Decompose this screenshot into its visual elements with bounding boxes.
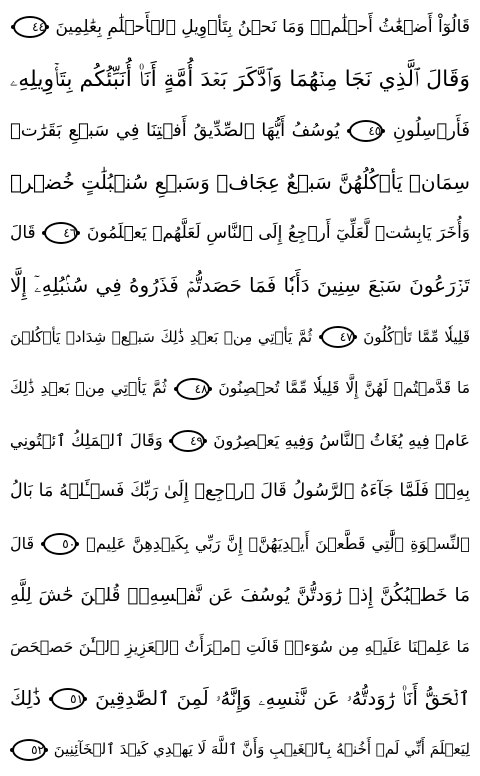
verse-text: ثُمَّ يَأۡتِي مِنۢ بَعۡدِ ذَٰلِكَ سَبۡعٞ شِدَادٞ يَأۡكُلۡنَ bbox=[10, 327, 313, 346]
verse-text: قَالَ bbox=[10, 223, 36, 244]
verse-text: مَا عَلِمۡنَا عَلَيۡهِ مِن سُوٓءٖۚ قَالَتِ ٱمۡرَأَتُ ٱلۡعَزِيزِ ٱلۡـَٰٔنَ حَصۡحَصَ bbox=[10, 637, 470, 657]
verse-text: لِيَعۡلَمَ أَنِّي لَمۡ أَخُنۡهُ بِٱلۡغَيۡبِ وَأَنَّ ٱللَّهَ لَا يَهۡدِي كَيۡدَ ٱلۡخَآئِنِينَ bbox=[53, 740, 470, 759]
ayah-end-marker: ٥١ bbox=[51, 688, 85, 710]
text-line-3 bbox=[10, 105, 470, 157]
verse-text: ثُمَّ يَأۡتِي مِنۢ بَعۡدِ ذَٰلِكَ bbox=[10, 379, 167, 398]
verse-text: مَا خَطۡبُكُنَّ إِذۡ رَٰوَدتُّنَّ يُوسُفَ عَن نَّفۡسِهِۦۚ قُلۡنَ حَٰشَ لِلَّهِ bbox=[10, 584, 470, 606]
verse-text: وَقَالَ ٱلَّذِي نَجَا مِنۡهُمَا وَٱدَّكَرَ بَعۡدَ أُمَّةٍ أَنَا۠ أُنَبِّئُكُم بِتَأۡوِيلِهِۦ bbox=[10, 66, 470, 92]
ayah-end-marker: ٤٤ bbox=[13, 16, 47, 38]
ayah-end-marker: ٥٢ bbox=[12, 739, 46, 761]
verse-text: وَأُخَرَ يَابِسَٰتٖ لَّعَلِّيٓ أَرۡجِعُ إِلَى ٱلنَّاسِ لَعَلَّهُمۡ يَعۡلَمُونَ bbox=[86, 223, 470, 244]
verse-text: ٱلنِّسۡوَةِ ٱلَّٰتِي قَطَّعۡنَ أَيۡدِيَهُنَّۚ إِنَّ رَبِّي بِكَيۡدِهِنَّ عَلِيمٞ bbox=[86, 533, 470, 553]
ayah-end-marker: ٤٨ bbox=[176, 378, 210, 400]
text-line-10 bbox=[10, 466, 470, 518]
verse-text: سِمَانٖ يَأۡكُلُهُنَّ سَبۡعٌ عِجَافٞ وَسَبۡعِ سُنۢبُلَٰتٍ خُضۡرٖ bbox=[10, 169, 470, 194]
verse-text: مَا قَدَّمۡتُمۡ لَهُنَّ إِلَّا قَلِيلٗا مِّمَّا تُحۡصِنُونَ bbox=[218, 379, 470, 398]
ayah-end-marker: ٥٠ bbox=[43, 533, 77, 555]
verse-text: ذَٰلِكَ bbox=[10, 686, 42, 710]
verse-text: ٱلۡحَقُّ أَنَا۠ رَٰوَدتُّهُۥ عَن نَّفۡسِهِۦ وَإِنَّهُۥ لَمِنَ ٱلصَّٰدِقِينَ bbox=[95, 686, 470, 710]
text-line-14 bbox=[10, 673, 470, 725]
ayah-end-marker: ٤٩ bbox=[171, 430, 205, 452]
verse-text: يُوسُفُ أَيُّهَا ٱلصِّدِّيقُ أَفۡتِنَا فِي سَبۡعِ بَقَرَٰتٖ bbox=[10, 120, 340, 142]
text-line-8 bbox=[10, 363, 470, 415]
verse-text: تَزۡرَعُونَ سَبۡعَ سِنِينَ دَأَبٗا فَمَا حَصَدتُّمۡ فَذَرُوهُ فِي سُنۢبُلِهِۦٓ إِلَّا bbox=[10, 272, 470, 297]
text-line-4 bbox=[10, 157, 470, 209]
ayah-end-marker: ٤٦ bbox=[44, 222, 78, 244]
verse-text: قَالَ bbox=[10, 533, 35, 553]
verse-text: فَأَرۡسِلُونِ bbox=[392, 120, 470, 142]
text-line-9 bbox=[10, 415, 470, 467]
text-line-1 bbox=[10, 2, 470, 54]
text-line-5 bbox=[10, 208, 470, 260]
ayah-end-marker: ٤٥ bbox=[349, 120, 383, 142]
ayah-end-marker: ٤٧ bbox=[321, 326, 355, 348]
text-line-11 bbox=[10, 518, 470, 570]
text-line-12 bbox=[10, 570, 470, 622]
text-line-2 bbox=[10, 54, 470, 106]
text-line-7 bbox=[10, 312, 470, 364]
verse-text: عَامٞ فِيهِ يُغَاثُ ٱلنَّاسُ وَفِيهِ يَعۡصِرُونَ bbox=[213, 430, 470, 450]
text-line-13 bbox=[10, 621, 470, 673]
verse-text: بِهِۦۖ فَلَمَّا جَآءَهُ ٱلرَّسُولُ قَالَ ٱرۡجِعۡ إِلَىٰ رَبِّكَ فَسۡـَٔلۡهُ مَا بَالُ bbox=[10, 481, 470, 502]
text-line-15 bbox=[10, 724, 470, 776]
verse-text: قَالُوٓاْ أَضۡغَٰثُ أَحۡلَٰمٖۖ وَمَا نَحۡنُ بِتَأۡوِيلِ ٱلۡأَحۡلَٰمِ بِعَٰلِمِينَ bbox=[55, 17, 470, 37]
verse-text: وَقَالَ ٱلۡمَلِكُ ٱئۡتُونِي bbox=[10, 430, 163, 450]
verse-text: قَلِيلٗا مِّمَّا تَأۡكُلُونَ bbox=[363, 327, 470, 346]
text-line-6 bbox=[10, 260, 470, 312]
